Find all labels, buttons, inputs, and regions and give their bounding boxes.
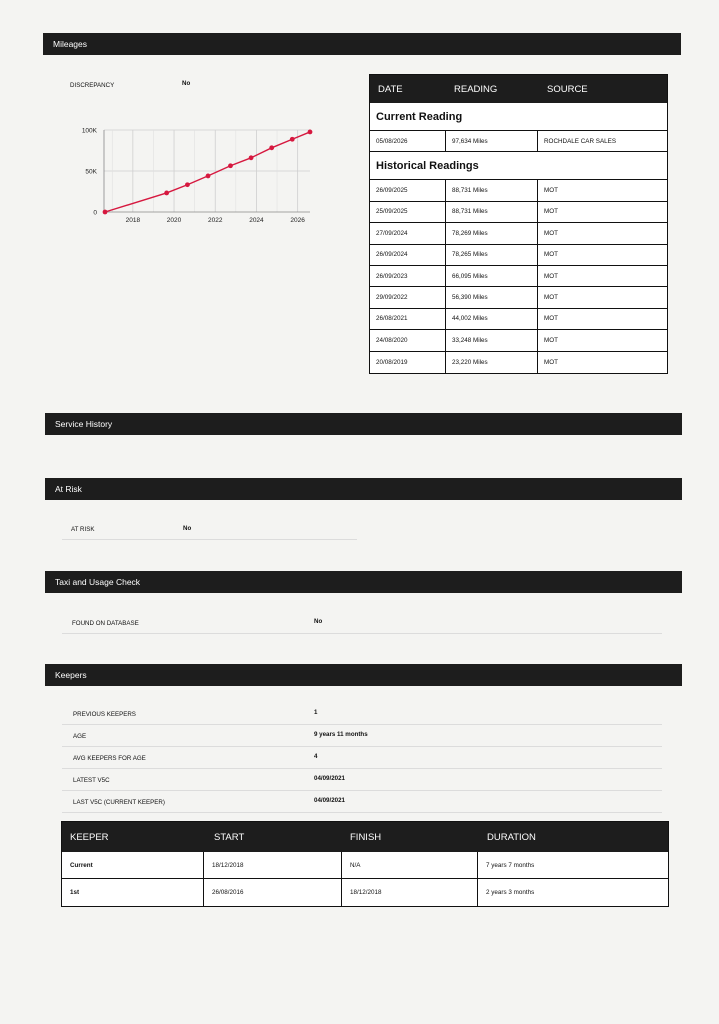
reading-value: 56,390 Miles (446, 287, 538, 307)
reading-source: MOT (544, 187, 558, 195)
divider (62, 746, 662, 747)
discrepancy-value: No (182, 80, 191, 87)
mileage-series-line (105, 132, 310, 212)
table-row (62, 879, 668, 906)
reading-date: 26/09/2025 (370, 180, 446, 200)
keeper-field-label: AVG KEEPERS FOR AGE (73, 755, 146, 762)
x-tick-label: 2024 (249, 217, 264, 224)
mileage-line-chart (60, 118, 320, 230)
x-tick-label: 2020 (166, 217, 182, 224)
reading-date: 27/09/2024 (370, 223, 446, 243)
y-tick-label: 100K (81, 127, 97, 135)
keeper-start: 18/12/2018 (204, 852, 342, 878)
reading-date: 26/08/2021 (370, 309, 446, 329)
table-row (370, 180, 667, 201)
reading-date: 25/09/2025 (370, 202, 446, 222)
reading-value: 44,002 Miles (446, 309, 538, 329)
at-risk-value: No (183, 525, 192, 532)
header-start: START (214, 832, 245, 843)
mileage-data-point (164, 191, 169, 196)
keeper-field-value: 04/09/2021 (314, 797, 345, 804)
reading-date: 29/09/2022 (370, 287, 446, 307)
found-on-database-value: No (314, 618, 323, 625)
keeper-field-label: PREVIOUS KEEPERS (73, 711, 136, 718)
keeper-start: 26/08/2016 (204, 879, 342, 906)
y-tick-label: 0 (93, 209, 97, 217)
reading-source: MOT (544, 208, 558, 216)
reading-value: 33,248 Miles (446, 330, 538, 350)
keeper-finish: N/A (342, 852, 478, 878)
mileage-data-point (103, 210, 108, 215)
section-header-taxi-usage: Taxi and Usage Check (45, 571, 682, 593)
table-row (370, 131, 667, 152)
divider (62, 812, 662, 813)
section-header-mileages: Mileages (43, 33, 681, 55)
header-date: DATE (378, 84, 403, 95)
reading-value: 88,731 Miles (446, 180, 538, 200)
reading-source: MOT (544, 358, 558, 366)
reading-value: 97,634 Miles (446, 131, 538, 151)
table-row (62, 852, 668, 879)
x-tick-label: 2018 (125, 217, 141, 224)
keeper-table-header (62, 822, 668, 852)
keeper-field-label: LAST V5C (CURRENT KEEPER) (73, 799, 165, 806)
reading-date: 24/08/2020 (370, 330, 446, 350)
keeper-field-label: AGE (73, 733, 87, 740)
reading-value: 66,095 Miles (446, 266, 538, 286)
keeper-field-value: 4 (314, 753, 318, 760)
mileage-data-point (185, 182, 190, 187)
at-risk-label: AT RISK (71, 526, 95, 533)
keeper-table (61, 821, 669, 907)
divider (62, 790, 662, 791)
reading-value: 78,269 Miles (446, 223, 538, 243)
reading-date: 26/09/2024 (370, 245, 446, 265)
mileage-data-point (249, 155, 254, 160)
reading-source: MOT (544, 251, 558, 259)
table-row (370, 330, 667, 351)
reading-source: MOT (544, 294, 558, 302)
x-tick-label: 2022 (208, 217, 223, 224)
mileage-data-point (308, 130, 313, 135)
keeper-field-value: 9 years 11 months (314, 731, 368, 738)
keeper-duration: 2 years 3 months (486, 889, 535, 896)
chart-series (103, 130, 313, 215)
current-reading-title: Current Reading (370, 103, 667, 131)
reading-source: MOT (544, 336, 558, 344)
section-header-at-risk: At Risk (45, 478, 682, 500)
chart-grid (104, 130, 310, 212)
keeper-finish: 18/12/2018 (342, 879, 478, 906)
mileage-data-point (290, 137, 295, 142)
keeper-name: Current (62, 852, 204, 878)
mileage-data-point (269, 145, 274, 150)
reading-date: 05/08/2026 (370, 131, 446, 151)
reading-date: 20/08/2019 (370, 352, 446, 373)
divider (62, 633, 662, 634)
mileage-table (369, 74, 668, 374)
table-row (370, 309, 667, 330)
divider (62, 768, 662, 769)
table-row (370, 352, 667, 373)
keeper-field-label: LATEST V5C (73, 777, 110, 784)
mileage-table-header (370, 75, 667, 103)
table-row (370, 202, 667, 223)
section-header-keepers: Keepers (45, 664, 682, 686)
reading-value: 88,731 Miles (446, 202, 538, 222)
reading-source: MOT (544, 229, 558, 237)
keeper-field-value: 04/09/2021 (314, 775, 345, 782)
keeper-duration: 7 years 7 months (486, 861, 535, 869)
header-source: SOURCE (547, 84, 588, 95)
table-row (370, 287, 667, 308)
header-keeper: KEEPER (70, 832, 109, 843)
historical-readings-title: Historical Readings (370, 152, 667, 180)
keeper-field-value: 1 (314, 709, 318, 716)
keeper-name: 1st (62, 879, 204, 906)
reading-source: MOT (544, 272, 558, 280)
reading-value: 78,265 Miles (446, 245, 538, 265)
x-tick-label: 2026 (290, 217, 305, 224)
header-reading: READING (454, 84, 498, 95)
reading-source: ROCHDALE CAR SALES (544, 137, 617, 145)
mileage-data-point (206, 174, 211, 179)
table-row (370, 245, 667, 266)
section-header-service-history: Service History (45, 413, 682, 435)
found-on-database-label: FOUND ON DATABASE (72, 620, 139, 627)
y-tick-label: 50K (85, 168, 97, 176)
table-row (370, 223, 667, 244)
divider (62, 724, 662, 725)
reading-source: MOT (544, 315, 558, 323)
reading-date: 26/09/2023 (370, 266, 446, 286)
header-finish: FINISH (350, 832, 382, 843)
discrepancy-label: DISCREPANCY (70, 82, 115, 89)
divider (62, 539, 357, 540)
mileage-data-point (228, 163, 233, 168)
table-row (370, 266, 667, 287)
header-duration: DURATION (487, 832, 536, 843)
reading-value: 23,220 Miles (446, 352, 538, 373)
